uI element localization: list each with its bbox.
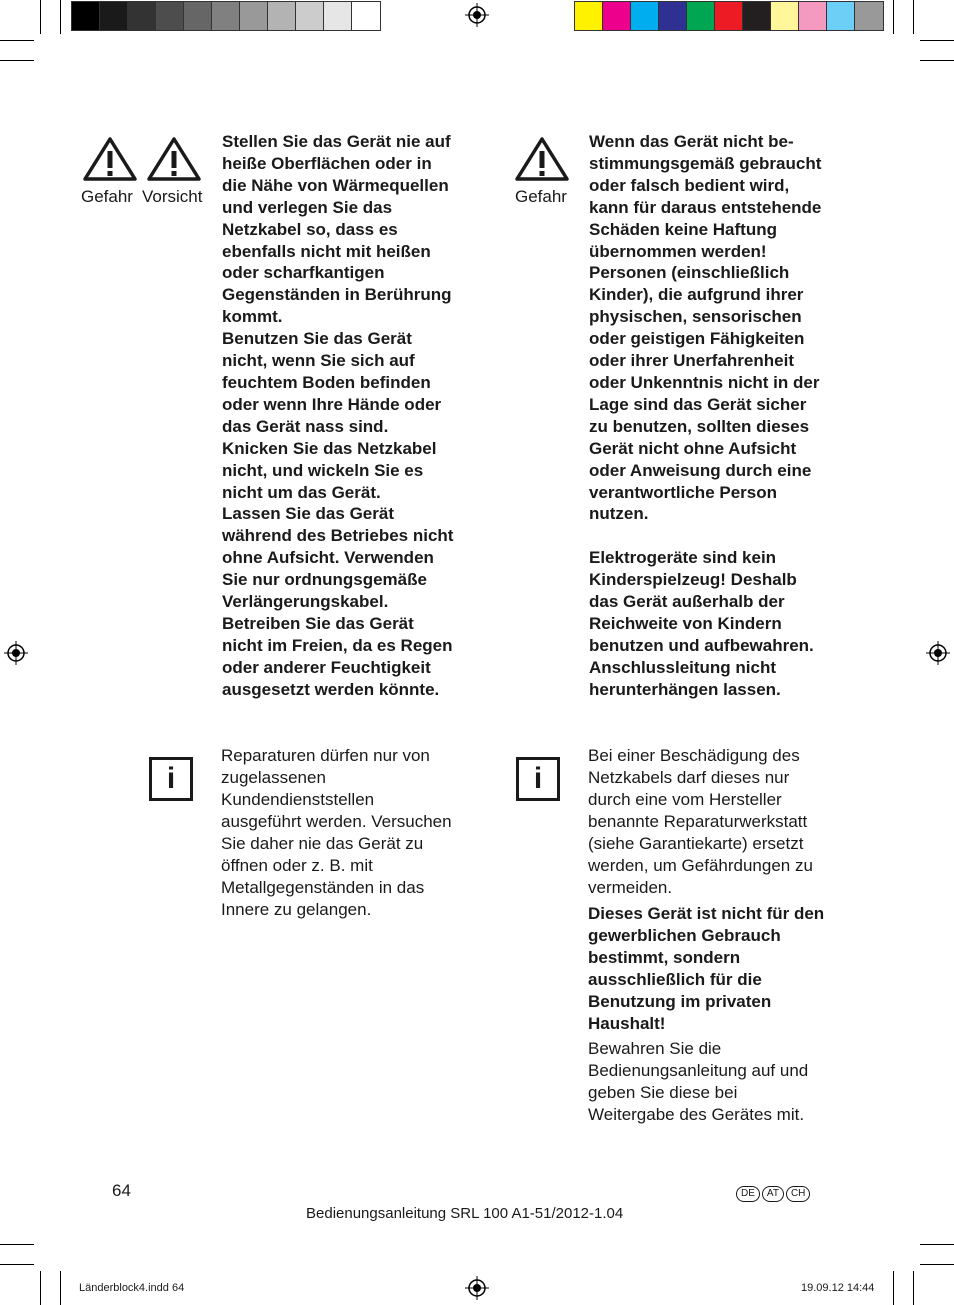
color-swatch: [799, 2, 827, 30]
color-swatch: [268, 2, 296, 30]
danger-label: Gefahr: [81, 187, 133, 206]
registration-mark-icon: [926, 641, 950, 665]
country-badge: AT: [762, 1186, 784, 1202]
warning-triangle-icon: [514, 136, 570, 182]
country-badges: [734, 1183, 810, 1202]
manual-reference: Bedienungsanleitung SRL 100 A1-51/2012-1.04: [306, 1205, 624, 1222]
danger-label: Gefahr: [515, 187, 567, 206]
registration-mark-icon: [4, 641, 28, 665]
print-timestamp: 19.09.12 14:44: [801, 1282, 875, 1294]
process-color-bar: [574, 1, 884, 31]
color-swatch: [212, 2, 240, 30]
right-info-paragraph-1: Bei einer Beschädigung des Netzkabels darf dieses nur durch eine vom Hersteller benannte Reparaturwerkstatt (siehe Garantiekarte) ersetzt werden, um Gefährdungen zu vermeiden.: [588, 746, 813, 897]
color-swatch: [156, 2, 184, 30]
color-swatch: [687, 2, 715, 30]
info-icon: i: [149, 757, 193, 801]
registration-mark-icon: [465, 3, 489, 27]
page-number: 64: [112, 1181, 131, 1200]
grayscale-color-bar: [71, 1, 381, 31]
color-swatch: [352, 2, 380, 30]
info-icon: i: [516, 757, 560, 801]
caution-label: Vorsicht: [142, 187, 203, 206]
warning-triangle-icon: [146, 136, 202, 182]
left-info-text: Reparaturen dürfen nur von zugelassenen Kundendienststellen ausgeführt werden. Versuchen Sie daher nie das Gerät zu öffnen oder z. B. mit Metallgegenständen in das Innere zu gelangen.: [221, 746, 452, 919]
left-warning-text: Stellen Sie das Gerät nie auf heiße Oberflächen oder in die Nähe von Wärmequellen und verlegen Sie das Netzkabel so, dass es ebenfalls nicht mit heißen oder scharfkantigen Gegenständen in Berührung kommt. Benutzen Sie das Gerät nicht, wenn Sie sich auf feuchtem Boden befinden oder wenn Ihre Hände oder das Gerät nass sind. Knicken Sie das Netzkabel nicht, und wickeln Sie es nicht um das Gerät. Lassen Sie das Gerät während des Betriebes nicht ohne Aufsicht. Verwenden Sie nur ordnungsgemäße Verlängerungskabel. Betreiben Sie das Gerät nicht im Freien, da es Regen oder anderer Feuchtigkeit ausgesetzt werden könnte.: [222, 132, 454, 699]
color-swatch: [771, 2, 799, 30]
color-swatch: [575, 2, 603, 30]
color-swatch: [72, 2, 100, 30]
color-swatch: [296, 2, 324, 30]
country-badge: CH: [786, 1186, 810, 1202]
color-swatch: [659, 2, 687, 30]
color-swatch: [184, 2, 212, 30]
color-swatch: [100, 2, 128, 30]
color-swatch: [128, 2, 156, 30]
country-badge: DE: [736, 1186, 760, 1202]
color-swatch: [715, 2, 743, 30]
color-swatch: [855, 2, 883, 30]
color-swatch: [743, 2, 771, 30]
color-swatch: [603, 2, 631, 30]
color-swatch: [324, 2, 352, 30]
right-info-paragraph-3: Bewahren Sie die Bedienungsanleitung auf und geben Sie diese bei Weitergabe des Gerätes mit.: [588, 1039, 809, 1124]
registration-mark-icon: [465, 1276, 489, 1300]
right-warning-text: Wenn das Gerät nicht be- stimmungsgemäß gebraucht oder falsch bedient wird, kann für daraus entstehende Schäden keine Haftung übernommen werden! Personen (einschließlich Kinder), die aufgrund ihrer physischen, sensorischen oder geistigen Fähigkeiten oder ihrer Unerfahrenheit oder Unkenntnis nicht in der Lage sind das Gerät sicher zu benutzen, sollten dieses Gerät nicht ohne Aufsicht oder Anweisung durch eine verantwortliche Person nutzen. Elektrogeräte sind kein Kinderspielzeug! Deshalb das Gerät außerhalb der Reichweite von Kindern benutzen und aufbewahren. Anschlussleitung nicht herunterhängen lassen.: [589, 132, 822, 699]
warning-triangle-icon: [82, 136, 138, 182]
right-info-paragraph-2: Dieses Gerät ist nicht für den gewerblichen Gebrauch bestimmt, sondern ausschließlich für die Benutzung im privaten Haushalt!: [588, 904, 825, 1033]
color-swatch: [827, 2, 855, 30]
color-swatch: [631, 2, 659, 30]
file-slug: Länderblock4.indd 64: [79, 1282, 185, 1294]
color-swatch: [240, 2, 268, 30]
